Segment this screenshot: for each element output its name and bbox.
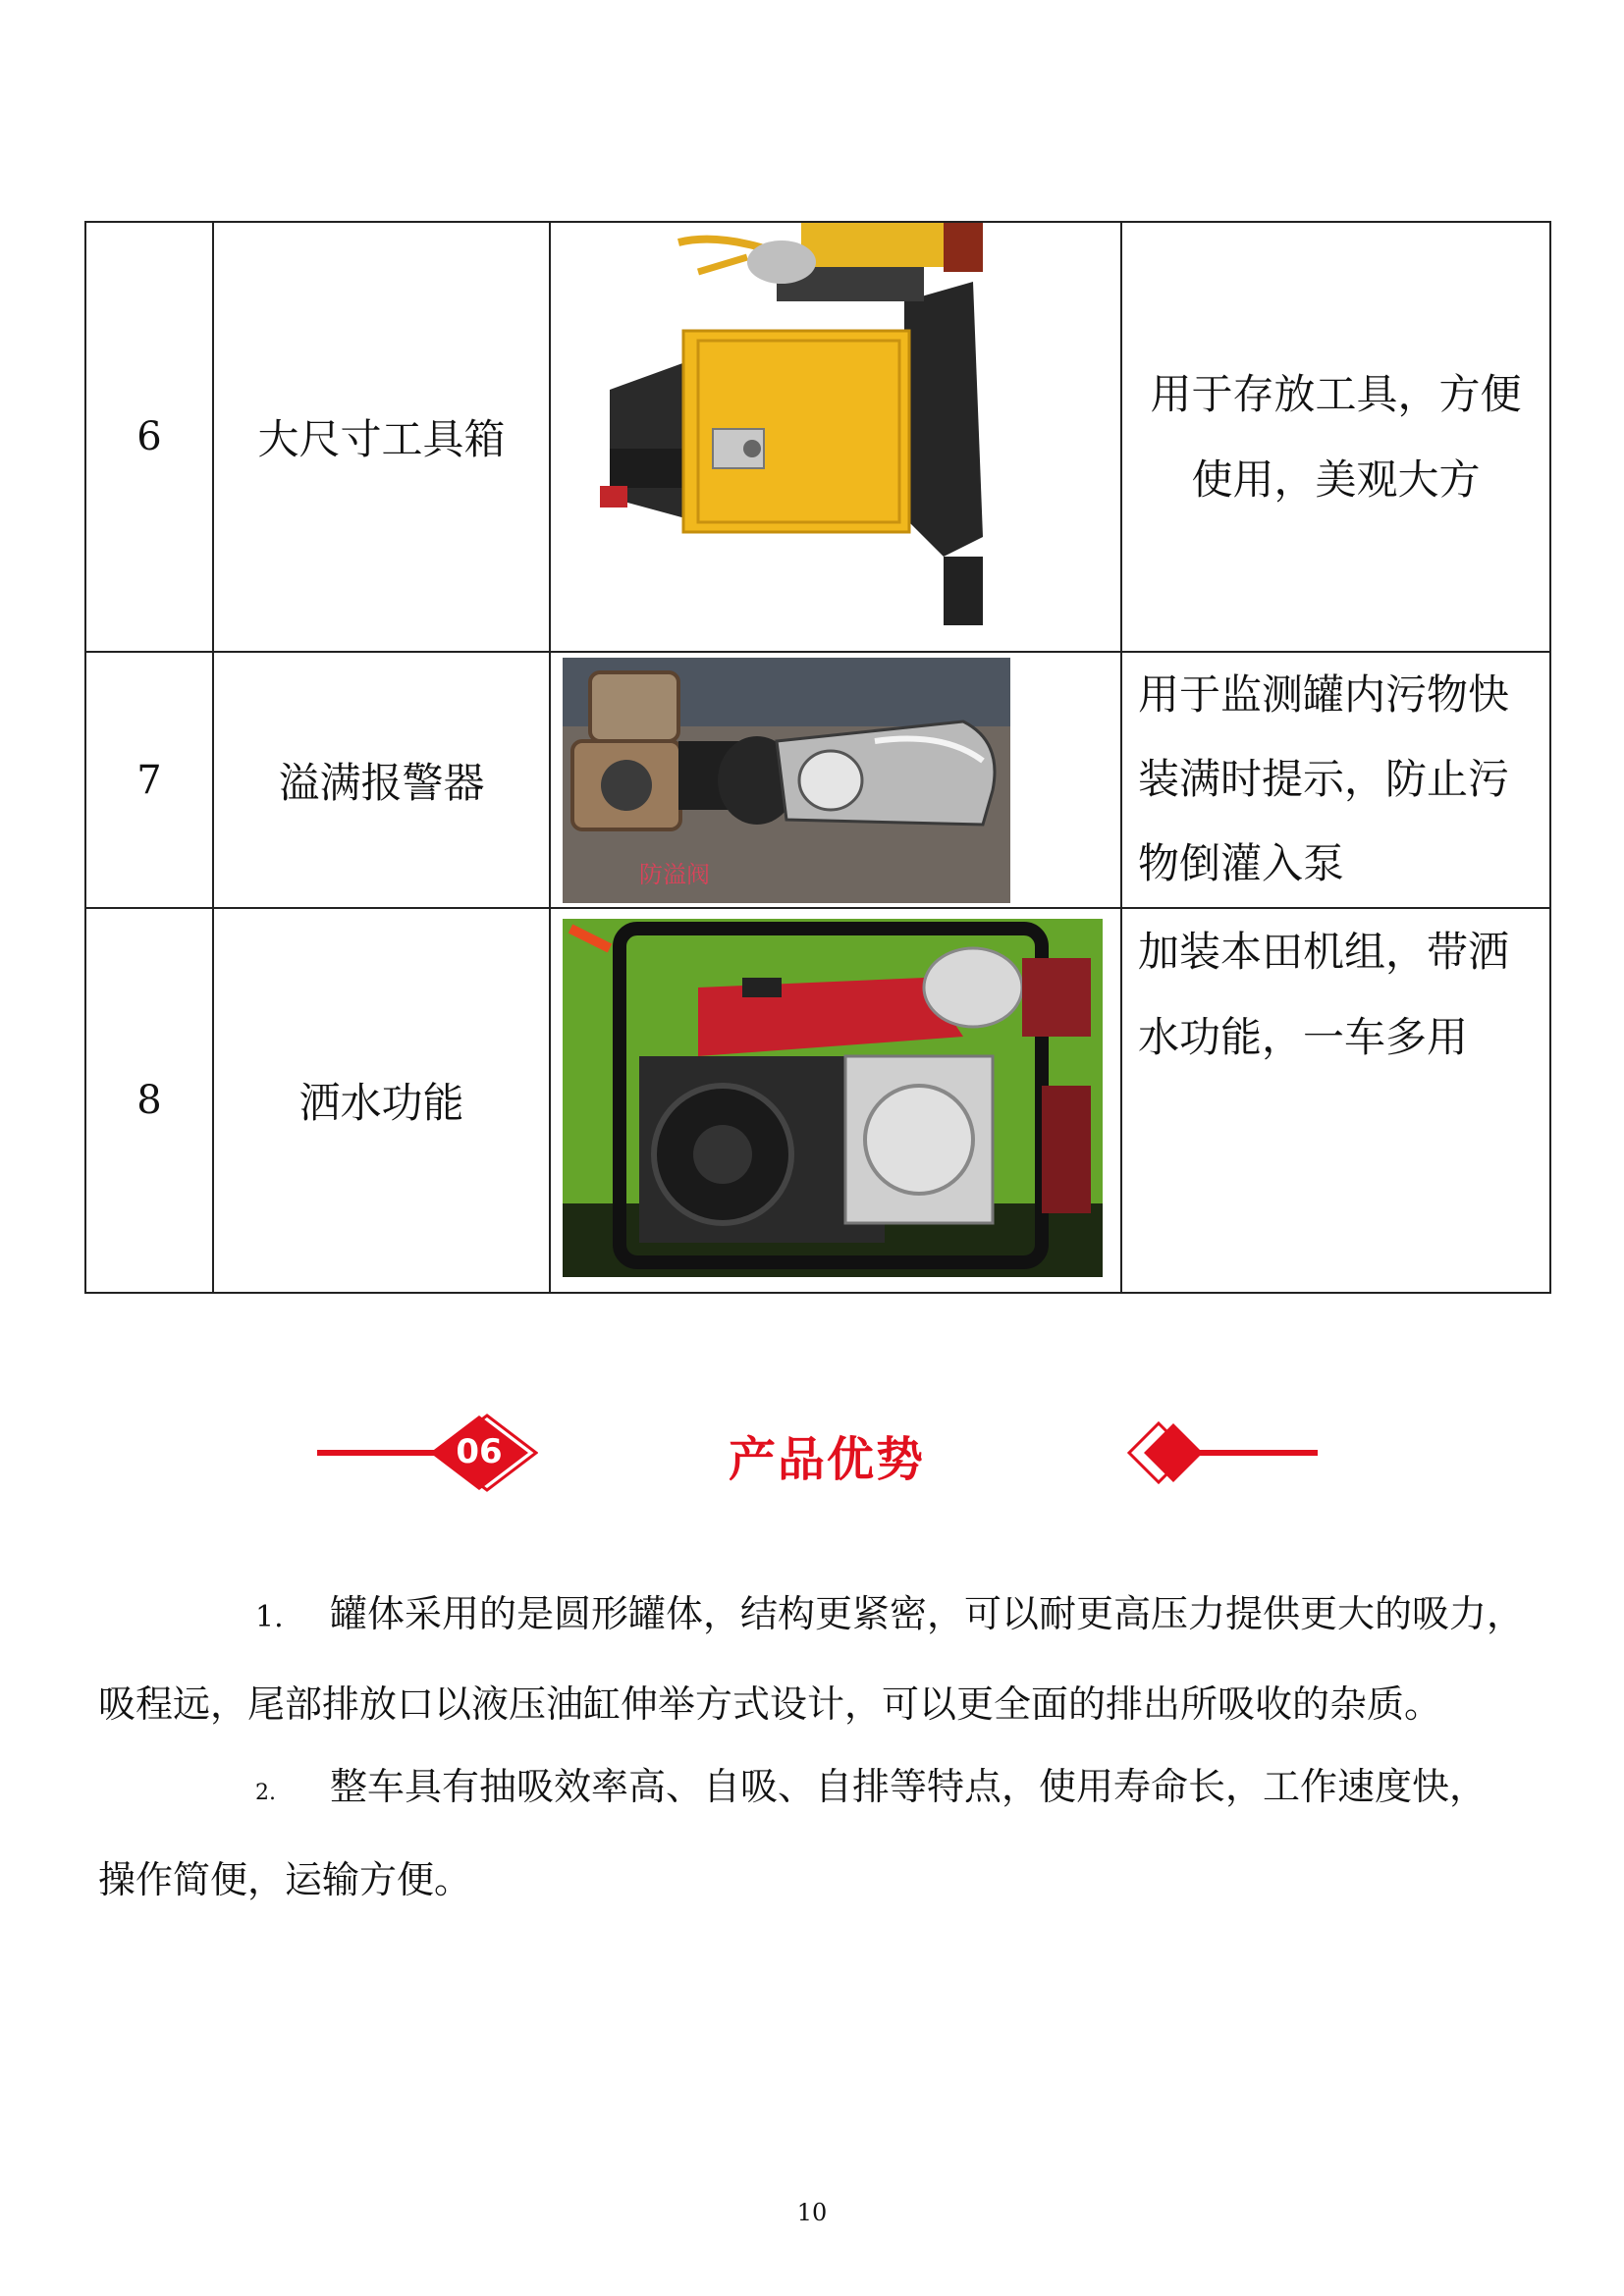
table-row <box>85 908 1550 1293</box>
row-number: 7 <box>85 652 213 908</box>
paragraph-text: 操作简便，运输方便。 <box>98 1858 472 1901</box>
description-line: 水功能，一车多用 <box>1138 1013 1469 1061</box>
feature-name: 大尺寸工具箱 <box>213 222 550 652</box>
description-line: 用于监测罐内污物快 <box>1138 670 1510 719</box>
paragraph-text: 整车具有抽吸效率高、自吸、自排等特点，使用寿命长，工作速度快， <box>330 1765 1488 1808</box>
paragraph-text: 吸程远，尾部排放口以液压油缸伸举方式设计，可以更全面的排出所吸收的杂质。 <box>98 1682 1442 1726</box>
section-header <box>0 1414 1624 1492</box>
feature-image-cell <box>550 908 1121 1293</box>
section-number: 06 <box>456 1432 503 1471</box>
row-number: 8 <box>85 908 213 1293</box>
feature-image-cell <box>550 222 1121 652</box>
feature-description <box>1121 222 1550 652</box>
paragraph <box>98 1743 1532 1923</box>
paragraph-text: 罐体采用的是圆形罐体，结构更紧密，可以耐更高压力提供更大的吸力， <box>330 1592 1525 1635</box>
image-caption: 防溢阀 <box>639 861 710 888</box>
feature-name: 溢满报警器 <box>213 652 550 908</box>
list-number: 1. <box>255 1600 284 1634</box>
description-line: 用于存放工具，方便 <box>1150 370 1522 418</box>
feature-table <box>84 221 1551 1294</box>
feature-description <box>1121 908 1550 1293</box>
page-number: 10 <box>796 2199 828 2226</box>
description-line: 装满时提示，防止污 <box>1138 755 1510 803</box>
section-title: 产品优势 <box>729 1432 926 1487</box>
honda-pump-photo <box>551 909 1120 1292</box>
toolbox-photo <box>551 223 1120 651</box>
table-row <box>85 222 1550 652</box>
right-divider-line <box>1200 1450 1318 1456</box>
description-line: 加装本田机组，带洒 <box>1138 928 1510 976</box>
description-line: 使用，美观大方 <box>1191 455 1481 504</box>
description-line: 物倒灌入泵 <box>1138 839 1345 887</box>
feature-description <box>1121 652 1550 908</box>
row-number: 6 <box>85 222 213 652</box>
table-row <box>85 652 1550 908</box>
feature-image-cell <box>550 652 1121 908</box>
feature-name: 洒水功能 <box>213 908 550 1293</box>
overflow-valve-photo <box>551 653 1120 907</box>
list-number: 2. <box>255 1781 276 1805</box>
paragraph <box>98 1571 1532 1747</box>
